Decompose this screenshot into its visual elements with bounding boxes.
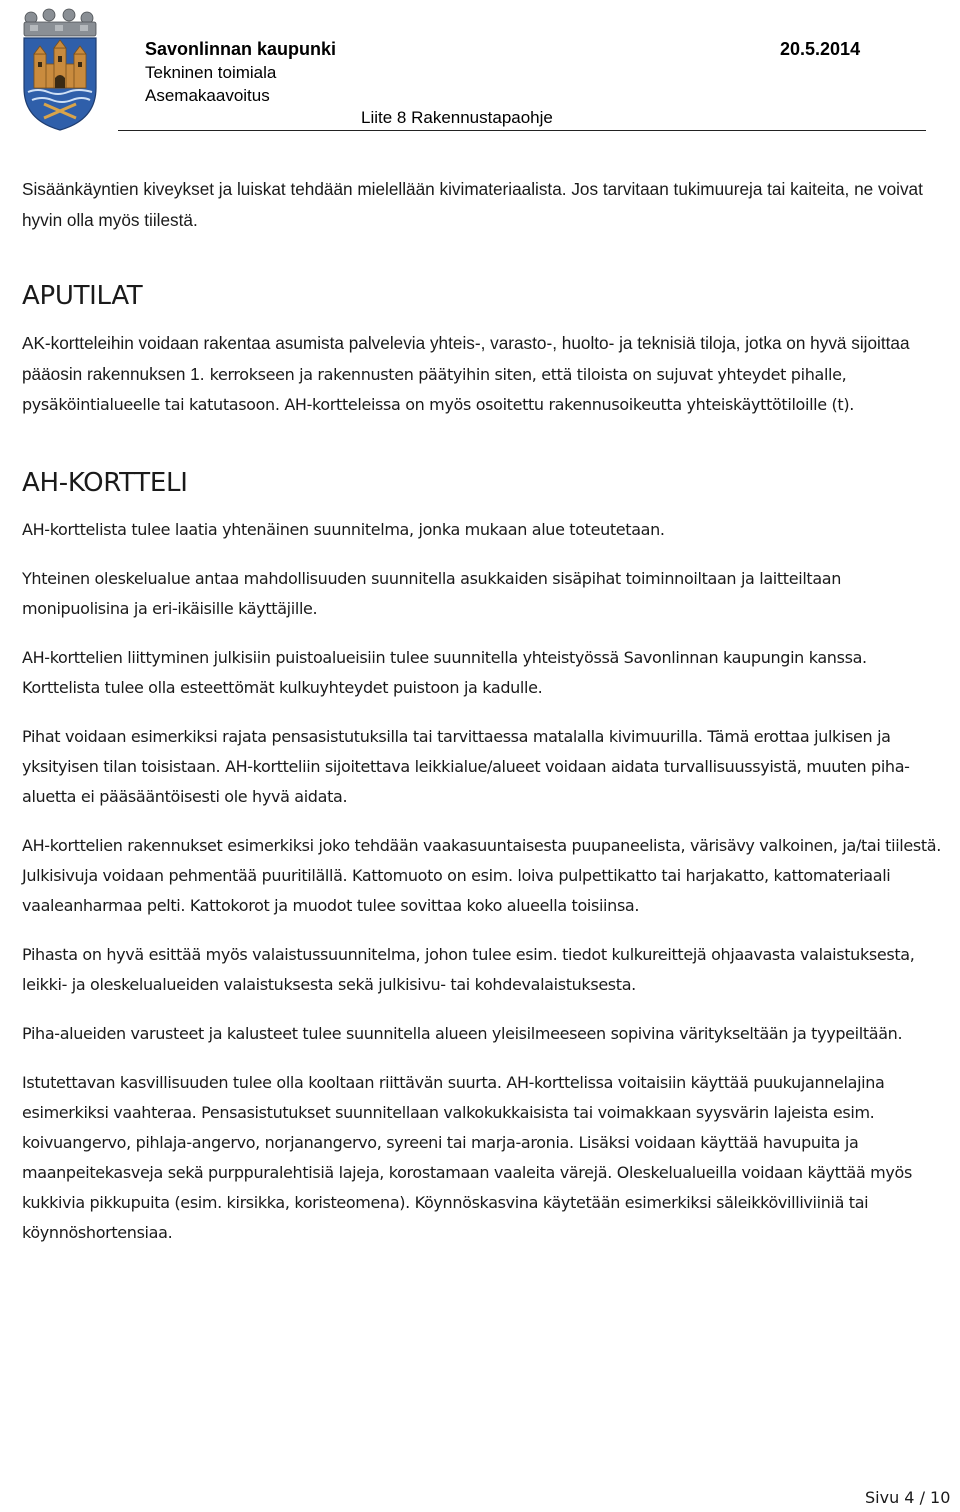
- intro-paragraph: Sisäänkäyntien kiveykset ja luiskat tehdään mielellään kivimateriaalista. Jos tarvitaan tukimuureja tai kaiteita, ne voivat hyvin olla myös tiilestä.: [22, 179, 923, 230]
- document-date: 20.5.2014: [780, 39, 861, 59]
- aputilat-paragraph-part1: AK-kortteleihin voidaan rakentaa asumista palvelevia yhteis-, varasto-, huolto- ja teknisiä tiloja, jotka on hyvä sijoittaa pääosin rakennuksen 1.: [22, 333, 910, 384]
- ah-paragraph: AH-korttelien rakennukset esimerkiksi joko tehdään vaakasuuntaisesta puupaneelista, värisävy valkoinen, ja/tai tiilestä. Julkisivuja voidaan pehmentää puuritilällä. Kattomuoto on esim. loiva pulpettikatto tai harjakatto, kattomateriaali vaaleanharmaa pelti. Kattokorot ja muodot tulee sovittaa koko alueella toisiinsa.: [22, 835, 941, 915]
- organization-name: Savonlinnan kaupunki: [145, 39, 337, 59]
- aputilat-paragraph: [22, 328, 942, 420]
- ah-paragraph: Yhteinen oleskelualue antaa mahdollisuuden suunnitella asukkaiden sisäpihat toiminnoiltaan ja laitteiltaan monipuolisina ja eri-ikäisille käyttäjille.: [22, 568, 842, 618]
- page-number: Sivu 4 / 10: [865, 1488, 951, 1507]
- ah-paragraph: AH-korttelien liittyminen julkisiin puistoalueisiin tulee suunnitella yhteistyössä Savonlinnan kaupungin kanssa. Korttelista tulee olla esteettömät kulkuyhteydet puistoon ja kadulle.: [22, 647, 867, 697]
- ah-paragraph: Istutettavan kasvillisuuden tulee olla kooltaan riittävän suurta. AH-korttelissa voitaisiin käyttää puukujannelajina esimerkiksi vaahteraa. Pensasistutukset suunnitellaan valkokukkaisista tai voimakkaan syysvärin lajeista esim. koivuangervo, pihlaja-angervo, norjanangervo, syreeni tai marja-aronia. Lisäksi voidaan käyttää havupuita ja maanpeitekasveja sekä purppuralehtisiä lajeja, korostamaan vaaleita värejä. Oleskelualueilla voidaan käyttää myös kukkivia pikkupuita (esim. kirsikka, koristeomena). Köynnöskasvina käytetään esimerkiksi säleikkövilliviiniä tai köynnöshortensiaa.: [22, 1072, 912, 1242]
- unit-name: Asemakaavoitus: [145, 86, 270, 105]
- appendix-title: Liite 8 Rakennustapaohje: [361, 108, 553, 127]
- coat-of-arms-icon: [18, 8, 108, 134]
- ah-paragraph: Pihasta on hyvä esittää myös valaistussuunnitelma, johon tulee esim. tiedot kulkureittejä ohjaavasta valaistuksesta, leikki- ja oleskelualueiden valaistuksesta sekä julkisivu- tai kohdevalaistuksesta.: [22, 944, 915, 994]
- section-heading-ah-kortteli: AH-KORTTELI: [22, 467, 188, 498]
- ah-paragraph: AH-korttelista tulee laatia yhtenäinen suunnitelma, jonka mukaan alue toteutetaan.: [22, 519, 665, 539]
- ah-paragraph: Pihat voidaan esimerkiksi rajata pensasistutuksilla tai tarvittaessa matalalla kivimuurilla. Tämä erottaa julkisen ja yksityisen tilan toisistaan. AH-kortteliin sijoitettava leikkialue/alueet voidaan aidata turvallisuussyistä, muuten piha-aluetta ei pääsääntöisesti ole hyvä aidata.: [22, 726, 910, 806]
- department-name: Tekninen toimiala: [145, 63, 277, 82]
- ah-paragraph: Piha-alueiden varusteet ja kalusteet tulee suunnitella alueen yleisilmeeseen sopivina väritykseltään ja tyypeiltään.: [22, 1023, 903, 1043]
- header-divider: [118, 130, 926, 131]
- page-header: [0, 0, 960, 140]
- section-heading-aputilat: APUTILAT: [22, 281, 143, 311]
- document-body: [22, 174, 942, 1248]
- aputilat-paragraph-part2: kerrokseen ja rakennusten päätyihin siten, että tiloista on sujuvat yhteydet pihalle, pysäköintialueelle tai katutasoon. AH-kortteleissa on myös osoitettu rakennusoikeutta yhteiskäyttötiloille (t).: [22, 364, 854, 414]
